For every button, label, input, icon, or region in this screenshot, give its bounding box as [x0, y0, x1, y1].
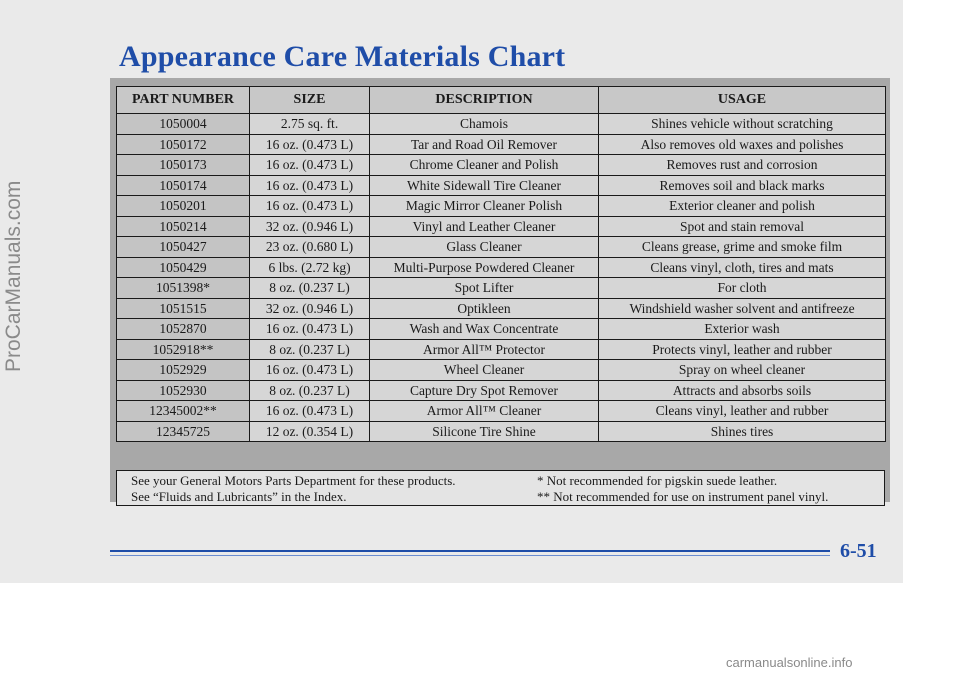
cell-usage: Spot and stain removal [599, 216, 886, 237]
cell-size: 32 oz. (0.946 L) [250, 298, 370, 319]
table-row [117, 175, 886, 196]
table-row [117, 114, 886, 135]
cell-size: 16 oz. (0.473 L) [250, 360, 370, 381]
cell-usage: Removes rust and corrosion [599, 155, 886, 176]
cell-size: 16 oz. (0.473 L) [250, 319, 370, 340]
table-row [117, 196, 886, 217]
footer-rule-thin [110, 555, 830, 556]
cell-usage: Spray on wheel cleaner [599, 360, 886, 381]
cell-description: Spot Lifter [370, 278, 599, 299]
cell-part-number: 1050174 [117, 175, 250, 196]
header-description: DESCRIPTION [370, 87, 599, 114]
cell-usage: Windshield washer solvent and antifreeze [599, 298, 886, 319]
cell-size: 16 oz. (0.473 L) [250, 134, 370, 155]
table-row [117, 257, 886, 278]
table-row [117, 360, 886, 381]
cell-description: Optikleen [370, 298, 599, 319]
cell-part-number: 1051398* [117, 278, 250, 299]
table-row [117, 278, 886, 299]
table-row [117, 134, 886, 155]
cell-description: Armor All™ Protector [370, 339, 599, 360]
note-single-asterisk: * Not recommended for pigskin suede leather. [537, 473, 778, 488]
cell-usage: Attracts and absorbs soils [599, 380, 886, 401]
header-usage: USAGE [599, 87, 886, 114]
cell-part-number: 1050173 [117, 155, 250, 176]
cell-description: Chrome Cleaner and Polish [370, 155, 599, 176]
cell-size: 12 oz. (0.354 L) [250, 421, 370, 442]
header-size: SIZE [250, 87, 370, 114]
cell-description: Armor All™ Cleaner [370, 401, 599, 422]
table-header-row [117, 87, 886, 114]
cell-size: 6 lbs. (2.72 kg) [250, 257, 370, 278]
footnotes-box [116, 470, 885, 506]
cell-description: Wash and Wax Concentrate [370, 319, 599, 340]
note-parts-department: See your General Motors Parts Department for these products. [131, 473, 456, 488]
cell-part-number: 1052929 [117, 360, 250, 381]
page-number: 6-51 [840, 540, 877, 562]
cell-description: Glass Cleaner [370, 237, 599, 258]
cell-usage: Exterior wash [599, 319, 886, 340]
note-double-asterisk: ** Not recommended for use on instrument panel vinyl. [537, 489, 829, 504]
table-row [117, 237, 886, 258]
table-row [117, 380, 886, 401]
header-part-number: PART NUMBER [117, 87, 250, 114]
cell-description: Chamois [370, 114, 599, 135]
table-row [117, 216, 886, 237]
cell-size: 32 oz. (0.946 L) [250, 216, 370, 237]
table-body [117, 114, 886, 442]
cell-size: 8 oz. (0.237 L) [250, 339, 370, 360]
watermark-carmanualsonline: carmanualsonline.info [726, 655, 853, 670]
cell-usage: Removes soil and black marks [599, 175, 886, 196]
cell-part-number: 1050429 [117, 257, 250, 278]
cell-description: Tar and Road Oil Remover [370, 134, 599, 155]
cell-size: 8 oz. (0.237 L) [250, 380, 370, 401]
table-row [117, 339, 886, 360]
cell-part-number: 1050214 [117, 216, 250, 237]
cell-size: 16 oz. (0.473 L) [250, 196, 370, 217]
cell-size: 16 oz. (0.473 L) [250, 155, 370, 176]
watermark-procarmanuals: ProCarManuals.com [2, 180, 25, 372]
page-title: Appearance Care Materials Chart [119, 40, 566, 73]
cell-part-number: 1052870 [117, 319, 250, 340]
cell-description: Wheel Cleaner [370, 360, 599, 381]
cell-part-number: 12345002** [117, 401, 250, 422]
note-fluids-index: See “Fluids and Lubricants” in the Index. [131, 489, 347, 504]
table-row [117, 401, 886, 422]
footnotes-left [131, 473, 456, 505]
cell-usage: Cleans vinyl, leather and rubber [599, 401, 886, 422]
cell-description: Vinyl and Leather Cleaner [370, 216, 599, 237]
cell-description: Capture Dry Spot Remover [370, 380, 599, 401]
cell-part-number: 1052918** [117, 339, 250, 360]
footnotes-right [537, 473, 828, 505]
cell-usage: Cleans vinyl, cloth, tires and mats [599, 257, 886, 278]
cell-description: Silicone Tire Shine [370, 421, 599, 442]
cell-part-number: 1050427 [117, 237, 250, 258]
cell-usage: Cleans grease, grime and smoke film [599, 237, 886, 258]
cell-part-number: 1050004 [117, 114, 250, 135]
table-row [117, 421, 886, 442]
materials-table-frame [110, 78, 890, 502]
cell-usage: Exterior cleaner and polish [599, 196, 886, 217]
cell-usage: Shines vehicle without scratching [599, 114, 886, 135]
cell-part-number: 12345725 [117, 421, 250, 442]
table-row [117, 155, 886, 176]
cell-usage: Also removes old waxes and polishes [599, 134, 886, 155]
cell-usage: Protects vinyl, leather and rubber [599, 339, 886, 360]
cell-description: Magic Mirror Cleaner Polish [370, 196, 599, 217]
cell-description: Multi-Purpose Powdered Cleaner [370, 257, 599, 278]
cell-part-number: 1051515 [117, 298, 250, 319]
footer-rule [110, 550, 830, 552]
cell-description: White Sidewall Tire Cleaner [370, 175, 599, 196]
cell-part-number: 1050172 [117, 134, 250, 155]
cell-size: 2.75 sq. ft. [250, 114, 370, 135]
cell-size: 8 oz. (0.237 L) [250, 278, 370, 299]
cell-part-number: 1052930 [117, 380, 250, 401]
table-row [117, 298, 886, 319]
cell-size: 16 oz. (0.473 L) [250, 175, 370, 196]
cell-part-number: 1050201 [117, 196, 250, 217]
table-row [117, 319, 886, 340]
materials-table [116, 86, 886, 442]
cell-usage: For cloth [599, 278, 886, 299]
cell-size: 16 oz. (0.473 L) [250, 401, 370, 422]
cell-size: 23 oz. (0.680 L) [250, 237, 370, 258]
cell-usage: Shines tires [599, 421, 886, 442]
